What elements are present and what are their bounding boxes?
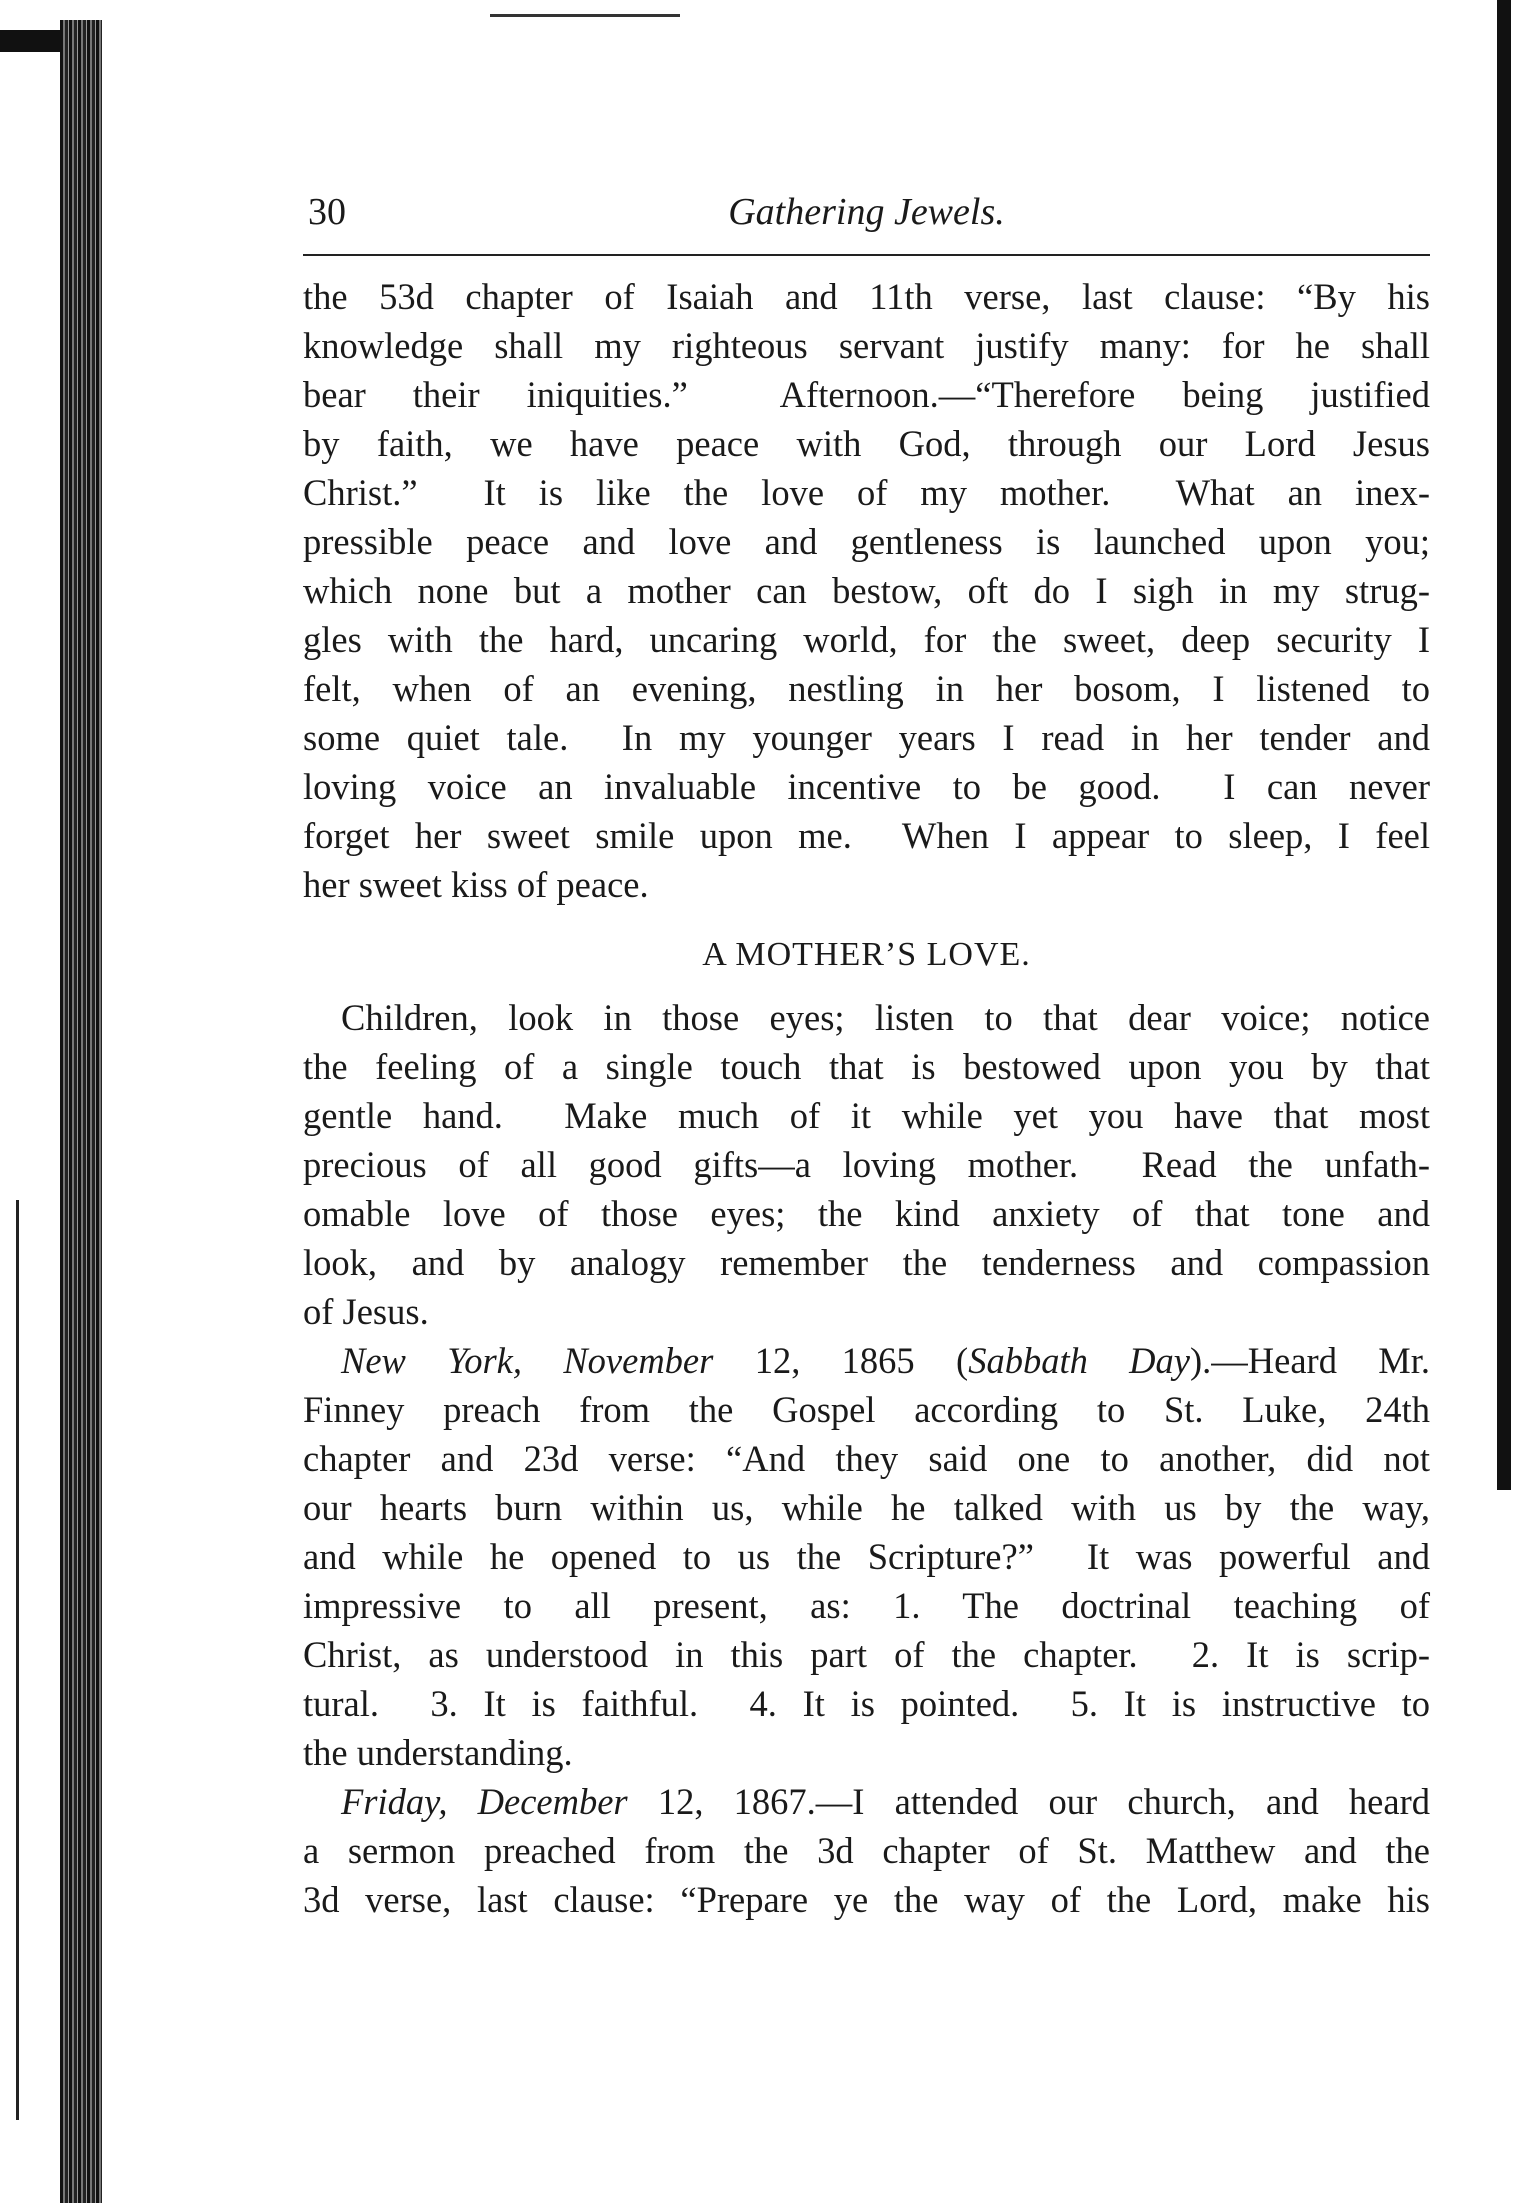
text-line: gles with the hard, uncaring world, for the sweet, deep security I (303, 619, 1430, 660)
paragraph-friday-entry (303, 1777, 1430, 1924)
text-line: precious of all good gifts—a loving mother. Read the unfath- (303, 1144, 1430, 1185)
text-line: omable love of those eyes; the kind anxiety of that tone and (303, 1193, 1430, 1234)
text-line: tural. 3. It is faithful. 4. It is pointed. 5. It is instructive to (303, 1683, 1430, 1724)
scan-edge-line (16, 1200, 19, 2120)
text-line: Finney preach from the Gospel according to St. Luke, 24th (303, 1389, 1430, 1430)
text-line: loving voice an invaluable incentive to be good. I can never (303, 766, 1430, 807)
paragraph-mothers-love (303, 993, 1430, 1336)
book-page (303, 190, 1430, 1924)
header-rule (303, 254, 1430, 256)
text-line: impressive to all present, as: 1. The doctrinal teaching of (303, 1585, 1430, 1626)
text-line: the feeling of a single touch that is bestowed upon you by that (303, 1046, 1430, 1087)
text-line: look, and by analogy remember the tenderness and compassion (303, 1242, 1430, 1283)
text-line: bear their iniquities.” Afternoon.—“Therefore being justified (303, 374, 1430, 415)
text-line: the 53d chapter of Isaiah and 11th verse, last clause: “By his (303, 276, 1430, 317)
text-line: 3d verse, last clause: “Prepare ye the way of the Lord, make his (303, 1879, 1430, 1920)
text-line: our hearts burn within us, while he talked with us by the way, (303, 1487, 1430, 1528)
text-line: of Jesus. (303, 1291, 429, 1332)
text-line: a sermon preached from the 3d chapter of St. Matthew and the (303, 1830, 1430, 1871)
entry-first-line (303, 1777, 1430, 1826)
scan-edge-right (1497, 0, 1511, 1490)
running-title: Gathering Jewels. (728, 191, 1005, 233)
text-line: knowledge shall my righteous servant justify many: for he shall (303, 325, 1430, 366)
text-line: by faith, we have peace with God, through our Lord Jesus (303, 423, 1430, 464)
paragraph-diary-continued (303, 272, 1430, 909)
entry-date-place: New York, November (341, 1340, 714, 1381)
entry-first-line-rest: ).—Heard Mr. (1190, 1340, 1431, 1381)
text-line: Christ.” It is like the love of my mother. What an inex- (303, 472, 1430, 513)
paragraph-new-york-entry (303, 1336, 1430, 1777)
section-heading: A MOTHER’S LOVE. (702, 936, 1031, 973)
text-line: forget her sweet smile upon me. When I appear to sleep, I feel (303, 815, 1430, 856)
scan-edge-left (60, 20, 102, 2203)
text-line: and while he opened to us the Scripture?” It was powerful and (303, 1536, 1430, 1577)
entry-day: Sabbath Day (968, 1340, 1190, 1381)
entry-first-line (303, 1336, 1430, 1385)
page-number: 30 (308, 191, 346, 233)
running-head (303, 190, 1430, 250)
text-line: gentle hand. Make much of it while yet you have that most (303, 1095, 1430, 1136)
text-line: Christ, as understood in this part of the chapter. 2. It is scrip- (303, 1634, 1430, 1675)
text-line: felt, when of an evening, nestling in her bosom, I listened to (303, 668, 1430, 709)
text-line: some quiet tale. In my younger years I read in her tender and (303, 717, 1430, 758)
scan-top-mark (490, 14, 680, 17)
text-line: Children, look in those eyes; listen to that dear voice; notice (341, 997, 1430, 1038)
text-line: chapter and 23d verse: “And they said one to another, did not (303, 1438, 1430, 1479)
text-line: the understanding. (303, 1732, 573, 1773)
entry-date-day: Friday, December (341, 1781, 628, 1822)
text-line: which none but a mother can bestow, oft do I sigh in my strug- (303, 570, 1430, 611)
entry-date-rest: 12, 1865 ( (713, 1340, 969, 1381)
page-body (303, 272, 1430, 1924)
text-line: pressible peace and love and gentleness is launched upon you; (303, 521, 1430, 562)
entry-first-line-rest: 12, 1867.—I attended our church, and heard (627, 1781, 1430, 1822)
text-line: her sweet kiss of peace. (303, 864, 649, 905)
